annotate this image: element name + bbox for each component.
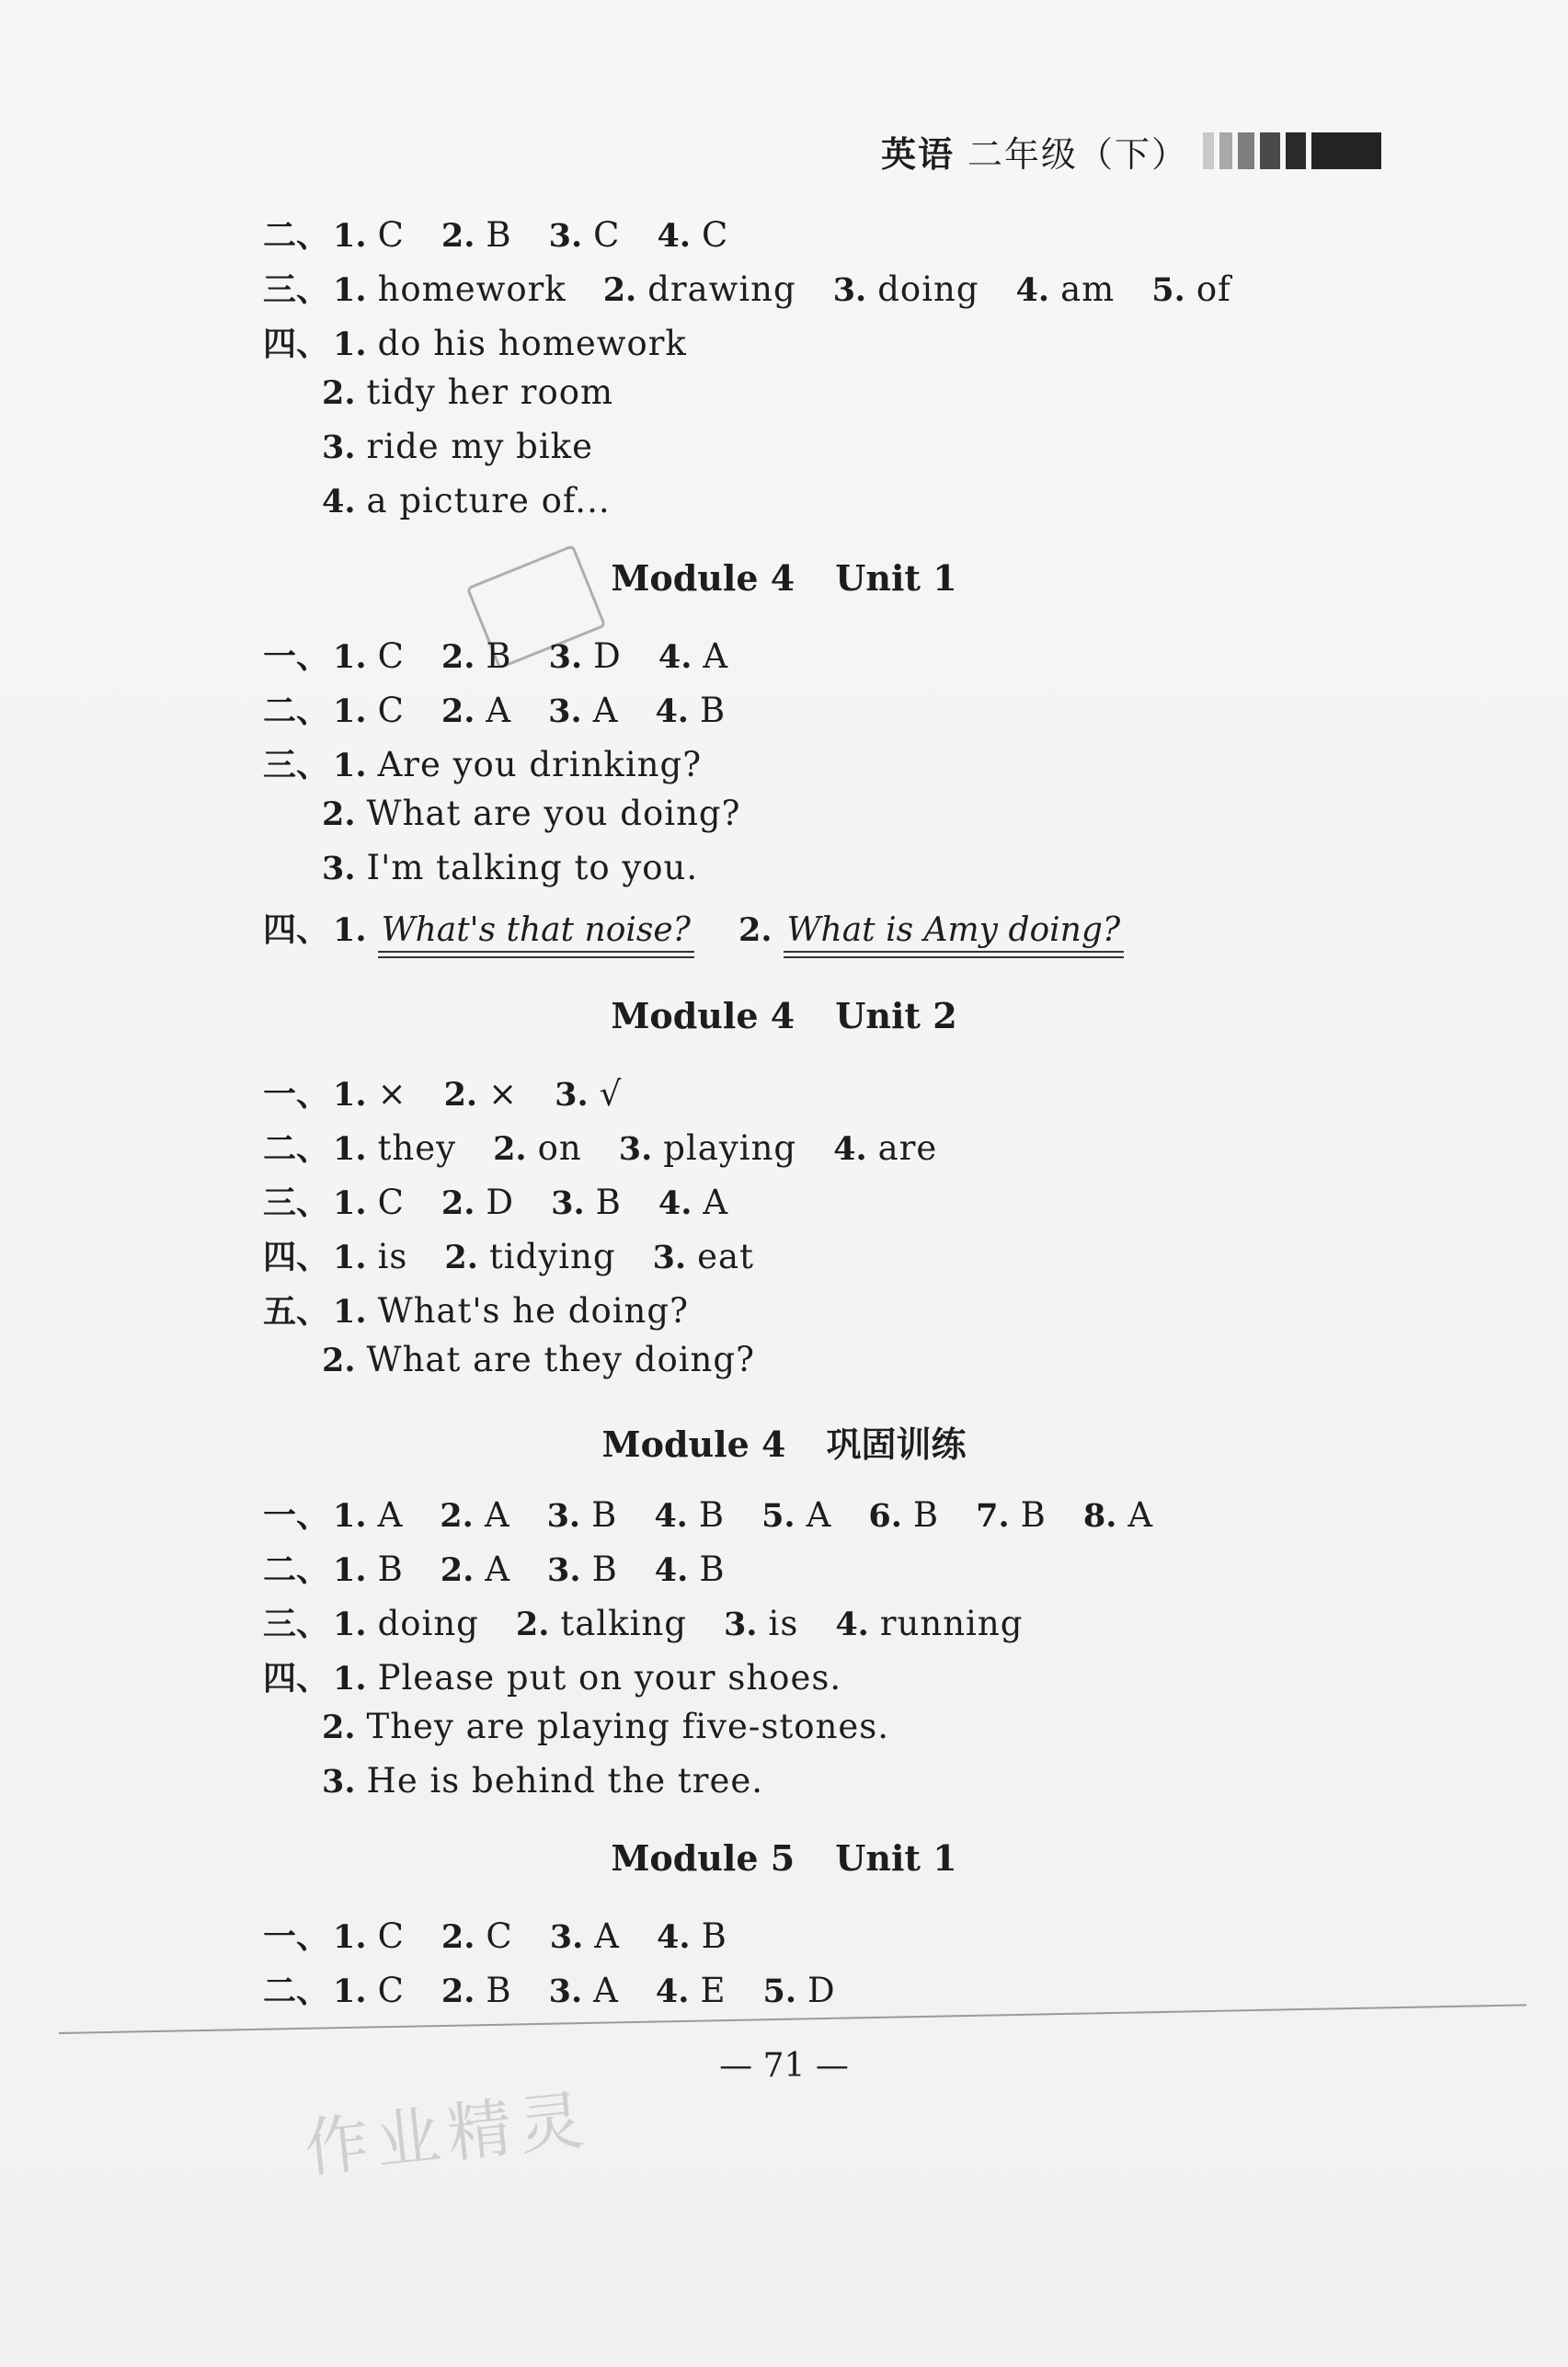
item-number: 3. (723, 1606, 758, 1643)
header-bar (1238, 132, 1254, 169)
item-number: 4. (322, 483, 356, 520)
item-number: 6. (868, 1497, 902, 1535)
header-bar (1203, 132, 1214, 169)
item-number: 7. (976, 1497, 1010, 1535)
item-answer: drawing (647, 269, 796, 309)
item-answer: × (377, 1074, 407, 1114)
item-number: 2. (322, 795, 356, 833)
header-bar (1311, 132, 1381, 169)
question-lead: 三、 (263, 1606, 330, 1643)
item-answer: B (486, 1971, 512, 2010)
question-lead: 三、 (263, 1184, 330, 1222)
header-decoration-bars (1203, 132, 1381, 169)
item-answer: is (377, 1237, 408, 1276)
section-title (0, 1416, 1568, 1464)
item-number: 5. (761, 1497, 795, 1535)
section-module: Module 4 (601, 1424, 786, 1465)
answer-line (263, 739, 702, 787)
item-number: 3. (548, 692, 582, 730)
item-answer: B (699, 691, 727, 730)
item-answer: playing (663, 1128, 797, 1168)
answer-line (263, 631, 728, 679)
question-lead: 二、 (263, 1130, 330, 1168)
answer-line (263, 685, 726, 733)
item-number: 2. (322, 1709, 356, 1746)
handwritten-answer: What's that noise? (378, 911, 694, 953)
section-module: Module 4 (611, 995, 795, 1036)
item-number: 2. (738, 911, 773, 949)
item-number: 3. (548, 217, 583, 255)
handwritten-answer: What is Amy doing? (784, 911, 1125, 953)
item-number: 4. (1015, 271, 1050, 309)
question-lead: 一、 (263, 1497, 330, 1535)
item-answer: talking (560, 1604, 687, 1643)
item-number: 4. (654, 1551, 689, 1589)
answer-line (263, 1123, 937, 1171)
item-answer: A (703, 636, 729, 676)
item-number: 4. (654, 1497, 688, 1535)
item-answer: D (593, 636, 622, 676)
item-answer: Please put on your shoes. (377, 1658, 842, 1698)
item-number: 2. (441, 1972, 475, 2010)
question-lead: 二、 (263, 692, 330, 730)
item-answer: B (699, 1549, 726, 1589)
item-number: 3. (549, 1918, 584, 1956)
item-number: 8. (1082, 1497, 1117, 1535)
item-number: 5. (762, 1972, 797, 2010)
item-answer: D (807, 1971, 836, 2010)
question-lead: 二、 (263, 1551, 330, 1589)
item-number: 4. (655, 692, 689, 730)
question-lead: 四、 (263, 1660, 330, 1698)
item-answer: C (377, 691, 405, 730)
item-answer: a picture of... (366, 481, 611, 520)
item-answer: they (377, 1128, 457, 1168)
answer-line (322, 848, 698, 896)
item-answer: B (486, 215, 512, 255)
item-answer: I'm talking to you. (366, 848, 699, 887)
page-header (881, 127, 1381, 175)
item-number: 4. (655, 1972, 690, 2010)
item-answer: A (703, 1183, 729, 1222)
item-answer: C (377, 636, 405, 676)
item-answer: D (486, 1183, 515, 1222)
item-answer: What's he doing? (377, 1291, 689, 1331)
item-number: 3. (546, 1497, 581, 1535)
answer-line (263, 1544, 726, 1592)
item-answer: C (486, 1916, 513, 1956)
item-answer: A (594, 1916, 621, 1956)
answer-line (322, 794, 740, 841)
question-lead: 三、 (263, 271, 330, 309)
watermark: 作业精灵 (301, 2081, 595, 2188)
item-number: 3. (322, 1763, 356, 1801)
item-answer: of (1196, 269, 1231, 309)
item-number: 4. (833, 1130, 867, 1168)
answer-line (322, 1340, 755, 1388)
header-bar (1260, 132, 1280, 169)
item-number: 3. (547, 1551, 581, 1589)
item-answer: on (537, 1128, 582, 1168)
item-number: 2. (441, 1918, 475, 1956)
item-number: 1. (333, 1972, 367, 2010)
item-answer: B (591, 1495, 618, 1535)
item-number: 1. (333, 1130, 367, 1168)
item-number: 3. (548, 1972, 583, 2010)
item-answer: A (1127, 1495, 1154, 1535)
section-module: Module 4 (611, 557, 795, 599)
item-number: 3. (548, 638, 583, 676)
item-number: 3. (832, 271, 867, 309)
question-lead: 四、 (263, 1239, 330, 1276)
item-number: 3. (555, 1076, 589, 1114)
answer-line (322, 1761, 763, 1809)
answer-line (263, 264, 1231, 312)
question-lead: 四、 (263, 911, 330, 949)
answer-line (322, 481, 611, 529)
answer-line (263, 1911, 727, 1959)
item-answer: B (912, 1495, 940, 1535)
item-answer: doing (877, 269, 979, 309)
item-number: 2. (444, 1239, 478, 1276)
item-number: 1. (333, 326, 367, 363)
answer-line (263, 1490, 1153, 1538)
item-number: 2. (322, 374, 356, 412)
item-number: 4. (658, 1184, 692, 1222)
answer-line (263, 1598, 1023, 1646)
item-answer: B (1020, 1495, 1047, 1535)
item-number: 1. (333, 1184, 367, 1222)
item-number: 3. (322, 850, 356, 887)
item-answer: are (877, 1128, 938, 1168)
item-answer: E (700, 1971, 727, 2010)
item-number: 1. (333, 1497, 367, 1535)
item-number: 3. (618, 1130, 653, 1168)
question-lead: 一、 (263, 1918, 330, 1956)
item-answer: tidying (488, 1237, 616, 1276)
item-number: 1. (333, 638, 367, 676)
item-answer: A (593, 1971, 619, 2010)
item-answer: A (592, 691, 619, 730)
section-unit: 巩固训练 (826, 1424, 967, 1465)
section-unit: Unit 1 (835, 1837, 957, 1879)
item-answer: C (377, 1971, 405, 2010)
item-answer: tidy her room (366, 372, 614, 412)
item-number: 1. (333, 1239, 367, 1276)
item-answer: B (486, 636, 512, 676)
answer-line (263, 318, 687, 366)
question-lead: 一、 (263, 638, 330, 676)
item-answer: √ (599, 1074, 623, 1114)
item-answer: doing (377, 1604, 479, 1643)
item-answer: What are they doing? (366, 1340, 755, 1379)
item-answer: × (488, 1074, 519, 1114)
answer-line (263, 1286, 689, 1333)
item-number: 1. (333, 1606, 367, 1643)
item-number: 1. (333, 1293, 367, 1331)
item-answer: C (377, 1183, 405, 1222)
item-number: 3. (322, 429, 356, 466)
item-number: 2. (443, 1076, 478, 1114)
item-answer: A (486, 691, 512, 730)
item-number: 1. (333, 1551, 367, 1589)
item-answer: A (806, 1495, 832, 1535)
item-answer: They are playing five-stones. (366, 1707, 890, 1746)
item-number: 1. (333, 271, 367, 309)
section-unit: Unit 1 (835, 557, 957, 599)
item-answer: eat (697, 1237, 754, 1276)
item-number: 2. (441, 638, 475, 676)
header-grade: 二年级（下） (967, 133, 1189, 175)
answer-line (322, 372, 613, 420)
item-number: 1. (333, 1076, 367, 1114)
item-answer: What are you doing? (366, 794, 741, 833)
section-module: Module 5 (611, 1837, 795, 1879)
item-number: 4. (835, 1606, 869, 1643)
answer-line (322, 427, 593, 475)
item-number: 2. (440, 1551, 475, 1589)
item-answer: B (377, 1549, 404, 1589)
question-lead: 五、 (263, 1293, 330, 1331)
item-number: 1. (333, 1918, 367, 1956)
item-number: 2. (515, 1606, 550, 1643)
header-bar (1286, 132, 1306, 169)
item-answer: B (591, 1549, 618, 1589)
header-subject: 英语 (881, 133, 956, 175)
answer-line-handwritten (263, 904, 1124, 952)
item-number: 2. (322, 1342, 356, 1379)
item-number: 3. (551, 1184, 585, 1222)
item-number: 2. (441, 1184, 475, 1222)
answer-line (263, 1177, 728, 1225)
question-lead: 四、 (263, 326, 330, 363)
header-bar (1219, 132, 1232, 169)
item-number: 1. (333, 911, 367, 949)
item-answer: A (377, 1495, 404, 1535)
item-number: 1. (333, 217, 367, 255)
question-lead: 二、 (263, 217, 330, 255)
item-answer: C (702, 215, 729, 255)
item-answer: B (698, 1495, 726, 1535)
item-answer: running (879, 1604, 1024, 1643)
item-answer: C (377, 215, 405, 255)
answer-line (263, 1069, 622, 1116)
question-lead: 二、 (263, 1972, 330, 2010)
item-answer: B (595, 1183, 622, 1222)
item-number: 4. (658, 638, 692, 676)
item-number: 3. (652, 1239, 687, 1276)
page-number: — 71 — (719, 2047, 849, 2085)
item-answer: C (593, 215, 621, 255)
item-number: 2. (440, 1497, 474, 1535)
answer-line (263, 1231, 754, 1279)
item-number: 2. (602, 271, 637, 309)
item-number: 4. (657, 217, 692, 255)
item-number: 5. (1151, 271, 1185, 309)
item-answer: homework (377, 269, 567, 309)
item-answer: B (701, 1916, 727, 1956)
item-answer: ride my bike (366, 427, 593, 466)
item-answer: A (485, 1549, 511, 1589)
item-answer: do his homework (377, 324, 687, 363)
item-answer: A (484, 1495, 510, 1535)
item-number: 1. (333, 747, 367, 784)
section-title (0, 1837, 1568, 1885)
item-answer: am (1060, 269, 1116, 309)
item-answer: Are you drinking? (377, 745, 703, 784)
item-number: 2. (441, 692, 475, 730)
section-title (0, 557, 1568, 605)
item-answer: is (768, 1604, 799, 1643)
item-number: 2. (441, 217, 475, 255)
item-answer: He is behind the tree. (366, 1761, 764, 1801)
answer-line (263, 1965, 836, 2013)
section-title (0, 995, 1568, 1043)
answer-line (263, 210, 728, 257)
question-lead: 一、 (263, 1076, 330, 1114)
item-number: 1. (333, 692, 367, 730)
item-number: 1. (333, 1660, 367, 1698)
item-number: 2. (493, 1130, 527, 1168)
answer-line (263, 1652, 841, 1700)
section-unit: Unit 2 (835, 995, 957, 1036)
item-answer: C (377, 1916, 405, 1956)
item-number: 4. (657, 1918, 691, 1956)
question-lead: 三、 (263, 747, 330, 784)
answer-line (322, 1707, 889, 1755)
